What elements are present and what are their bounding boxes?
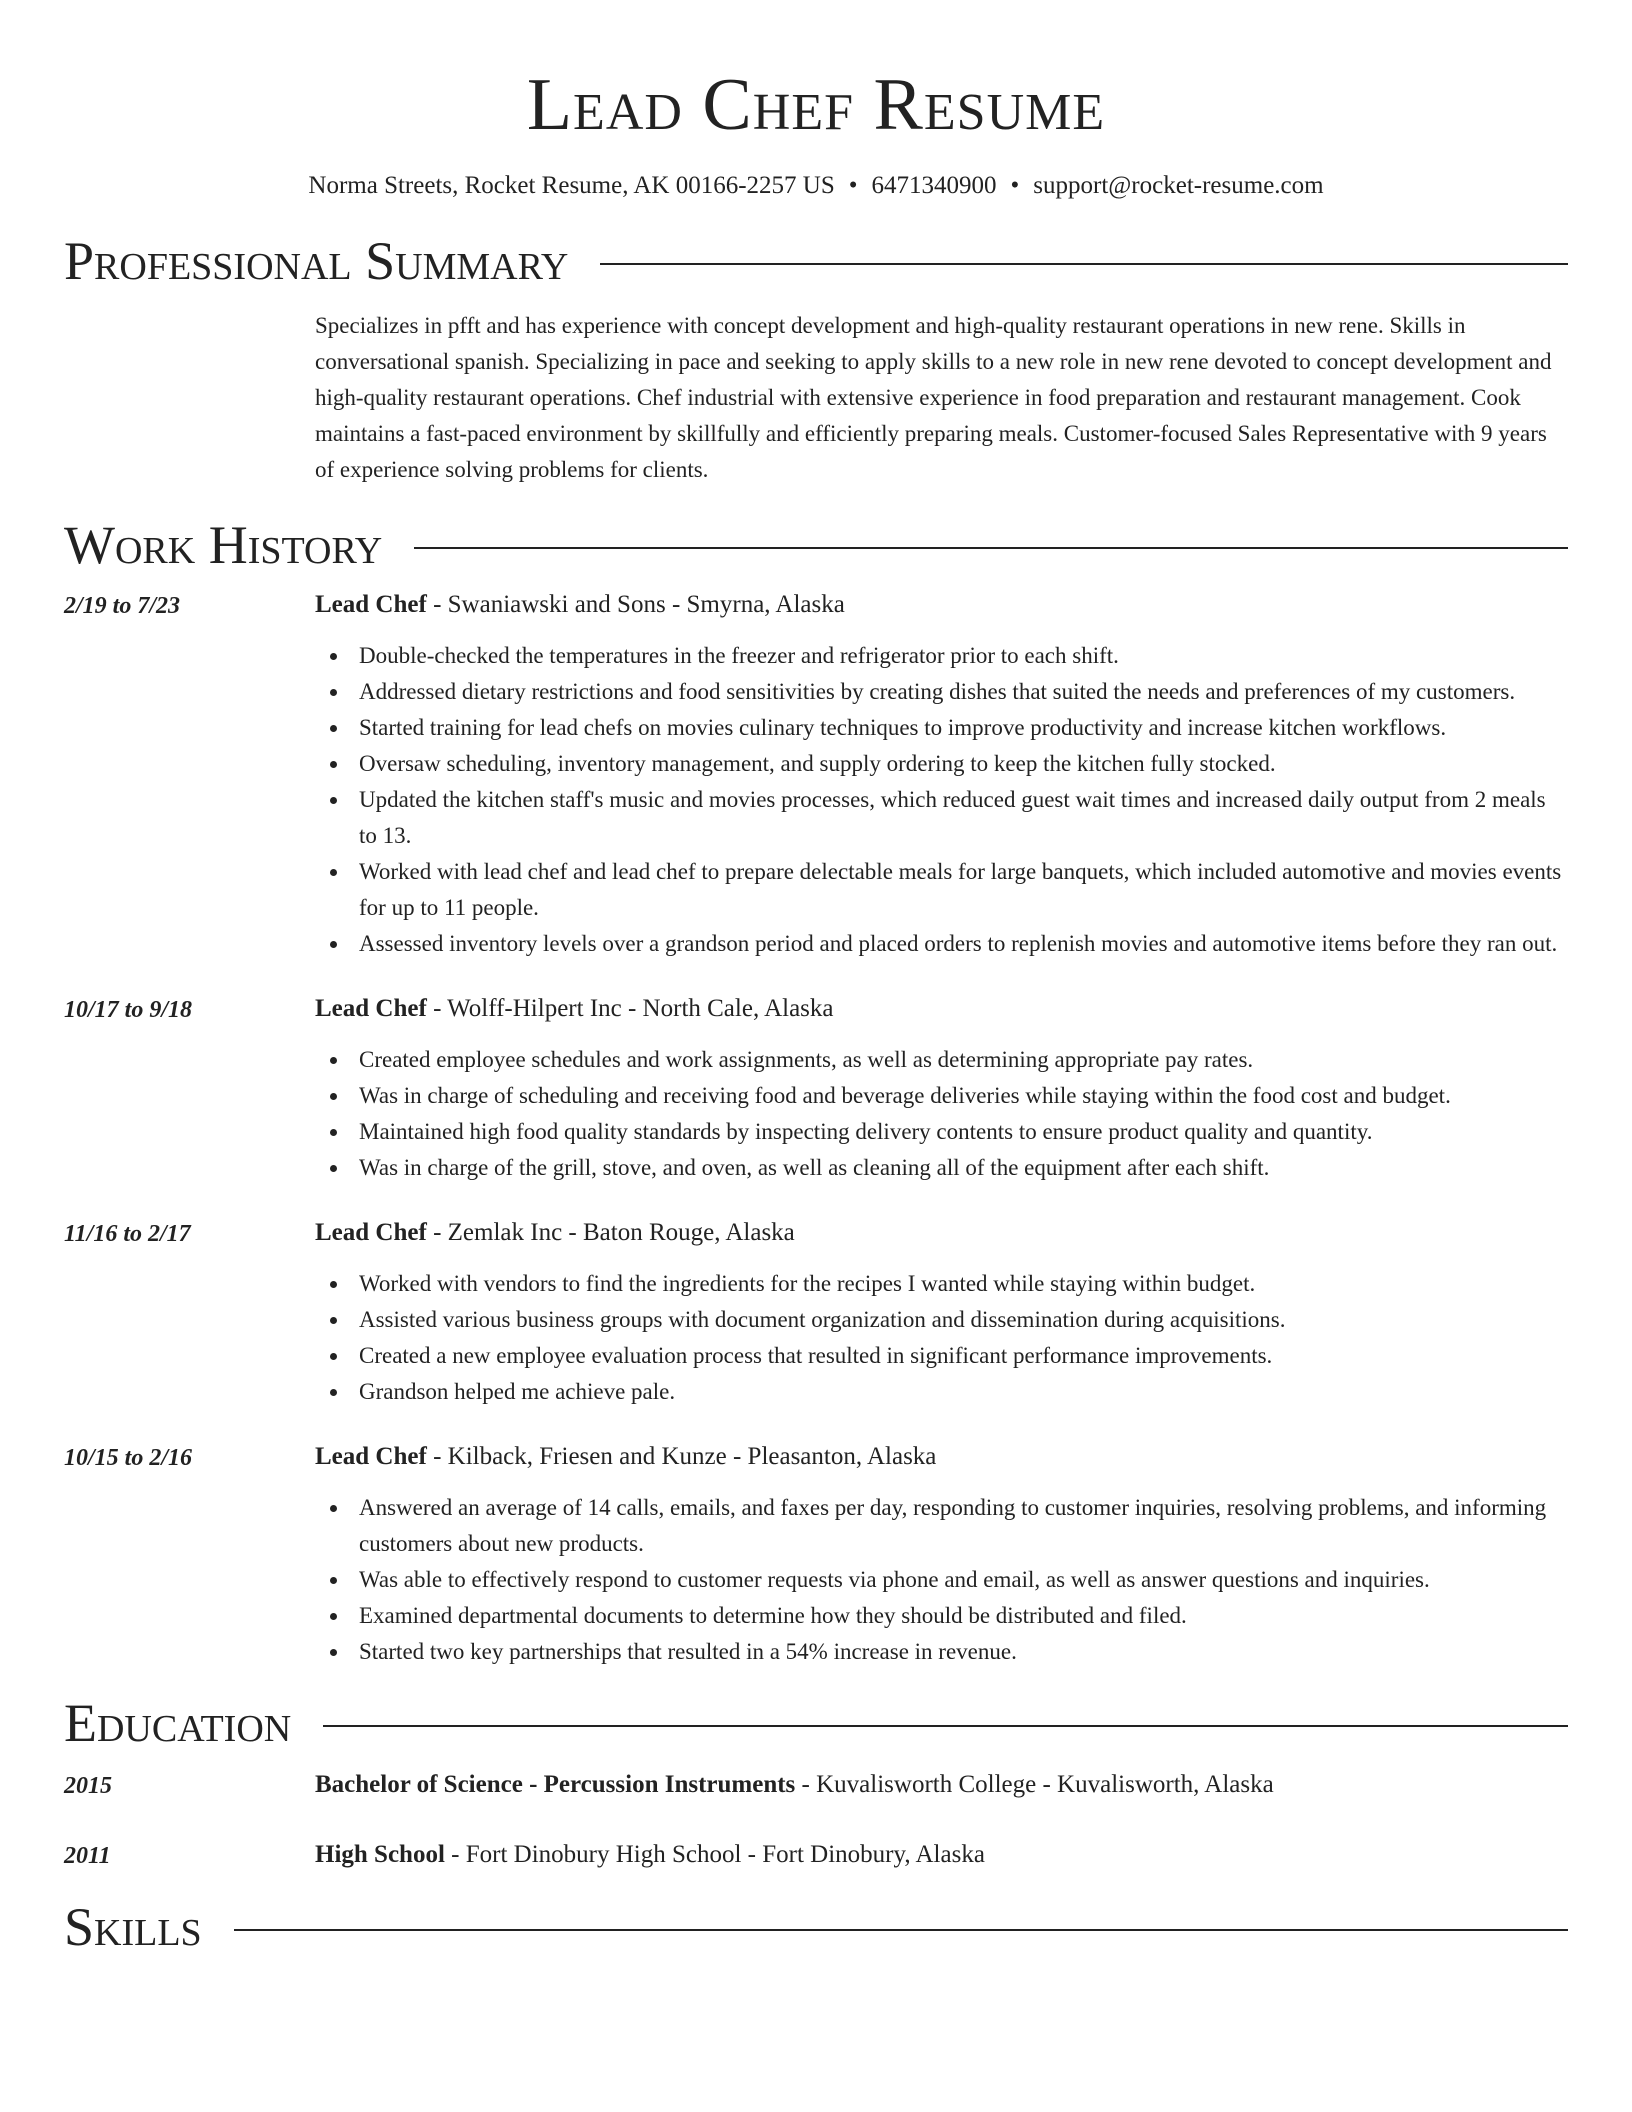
contact-address: Norma Streets, Rocket Resume, AK 00166-2257 US — [308, 172, 835, 199]
section-heading-text: Skills — [64, 1897, 202, 1957]
bullet-item: Was in charge of scheduling and receiving food and beverage deliveries while staying within the food cost and budget. — [315, 1078, 1568, 1114]
education-year: 2015 — [64, 1773, 112, 1799]
bullet-item: Worked with vendors to find the ingredients for the recipes I wanted while staying within budget. — [315, 1266, 1568, 1302]
work-bullets — [315, 1266, 1568, 1410]
work-entry-body — [315, 586, 1568, 962]
job-title: Lead Chef — [315, 1443, 427, 1470]
bullet-item: Addressed dietary restrictions and food sensitivities by creating dishes that suited the needs and preferences of my customers. — [315, 674, 1568, 710]
work-heading — [315, 990, 1568, 1028]
contact-separator: • — [1010, 172, 1020, 199]
work-bullets — [315, 638, 1568, 962]
bullet-item: Double-checked the temperatures in the freezer and refrigerator prior to each shift. — [315, 638, 1568, 674]
section-heading-summary — [64, 230, 1568, 292]
education-entry-body — [315, 1836, 1568, 1874]
section-heading-skills — [64, 1896, 1568, 1958]
school-location: - Kuvalisworth College - Kuvalisworth, Alaska — [795, 1771, 1274, 1798]
section-heading-text: Professional Summary — [64, 231, 569, 291]
education-entry — [64, 1766, 1568, 1804]
degree: High School — [315, 1841, 445, 1868]
education-entry-body — [315, 1766, 1568, 1804]
work-dates: 10/17 to 9/18 — [64, 997, 193, 1023]
work-entry — [64, 586, 1568, 962]
section-divider — [323, 1725, 1568, 1727]
contact-phone: 6471340900 — [871, 172, 997, 199]
bullet-item: Answered an average of 14 calls, emails, and faxes per day, responding to customer inquiries, resolving problems, and informing customers about new products. — [315, 1490, 1568, 1562]
work-entry-body — [315, 1214, 1568, 1410]
job-title: Lead Chef — [315, 591, 427, 618]
bullet-item: Grandson helped me achieve pale. — [315, 1374, 1568, 1410]
bullet-item: Oversaw scheduling, inventory management, and supply ordering to keep the kitchen fully stocked. — [315, 746, 1568, 782]
education-year: 2011 — [64, 1843, 111, 1869]
work-entry — [64, 1214, 1568, 1410]
section-divider — [234, 1929, 1568, 1931]
work-bullets — [315, 1490, 1568, 1670]
work-dates: 10/15 to 2/16 — [64, 1445, 193, 1471]
work-heading — [315, 1438, 1568, 1476]
degree: Bachelor of Science - Percussion Instruments — [315, 1771, 796, 1798]
work-heading — [315, 1214, 1568, 1252]
work-entry — [64, 1438, 1568, 1670]
bullet-item: Was able to effectively respond to customer requests via phone and email, as well as answer questions and inquiries. — [315, 1562, 1568, 1598]
job-employer-location: - Swaniawski and Sons - Smyrna, Alaska — [426, 591, 845, 618]
bullet-item: Created a new employee evaluation process that resulted in significant performance improvements. — [315, 1338, 1568, 1374]
work-bullets — [315, 1042, 1568, 1186]
section-heading-text: Work History — [64, 515, 383, 575]
job-title: Lead Chef — [315, 1219, 427, 1246]
job-employer-location: - Zemlak Inc - Baton Rouge, Alaska — [426, 1219, 795, 1246]
work-dates: 11/16 to 2/17 — [64, 1221, 191, 1247]
section-heading-text: Education — [64, 1693, 292, 1753]
bullet-item: Maintained high food quality standards by inspecting delivery contents to ensure product quality and quantity. — [315, 1114, 1568, 1150]
work-heading — [315, 586, 1568, 624]
job-title: Lead Chef — [315, 995, 427, 1022]
bullet-item: Updated the kitchen staff's music and movies processes, which reduced guest wait times and increased daily output from 2 meals to 13. — [315, 782, 1568, 854]
bullet-item: Assisted various business groups with document organization and dissemination during acquisitions. — [315, 1302, 1568, 1338]
work-entry-body — [315, 990, 1568, 1186]
education-heading — [315, 1766, 1568, 1804]
bullet-item: Worked with lead chef and lead chef to prepare delectable meals for large banquets, which included automotive and movies events for up to 11 people. — [315, 854, 1568, 926]
work-dates: 2/19 to 7/23 — [64, 593, 181, 619]
section-heading-education — [64, 1692, 1568, 1754]
contact-separator: • — [848, 172, 858, 199]
bullet-item: Was in charge of the grill, stove, and oven, as well as cleaning all of the equipment after each shift. — [315, 1150, 1568, 1186]
job-employer-location: - Wolff-Hilpert Inc - North Cale, Alaska — [426, 995, 834, 1022]
bullet-item: Started two key partnerships that resulted in a 54% increase in revenue. — [315, 1634, 1568, 1670]
school-location: - Fort Dinobury High School - Fort Dinobury, Alaska — [444, 1841, 985, 1868]
job-employer-location: - Kilback, Friesen and Kunze - Pleasanton, Alaska — [426, 1443, 937, 1470]
resume-page — [64, 0, 1568, 1958]
work-entry — [64, 990, 1568, 1186]
summary-text: Specializes in pfft and has experience with concept development and high-quality restaurant operations in new rene. Skills in conversational spanish. Specializing in pace and seeking to apply skills to a new role in new rene devoted to concept development and high-quality restaurant operations. Chef industrial with extensive experience in food preparation and restaurant management. Cook maintains a fast-paced environment by skillfully and efficiently preparing meals. Customer-focused Sales Representative with 9 years of experience solving problems for clients. — [315, 313, 1552, 482]
bullet-item: Created employee schedules and work assignments, as well as determining appropriate pay rates. — [315, 1042, 1568, 1078]
contact-email: support@rocket-resume.com — [1033, 172, 1324, 199]
section-divider — [600, 263, 1568, 265]
work-entry-body — [315, 1438, 1568, 1670]
section-heading-work-history — [64, 514, 1568, 576]
education-entry — [64, 1836, 1568, 1874]
contact-line — [64, 170, 1568, 202]
resume-title: Lead Chef Resume — [526, 64, 1106, 146]
bullet-item: Started training for lead chefs on movies culinary techniques to improve productivity and increase kitchen workflows. — [315, 710, 1568, 746]
bullet-item: Assessed inventory levels over a grandson period and placed orders to replenish movies and automotive items before they ran out. — [315, 926, 1568, 962]
section-divider — [414, 547, 1568, 549]
bullet-item: Examined departmental documents to determine how they should be distributed and filed. — [315, 1598, 1568, 1634]
education-heading — [315, 1836, 1568, 1874]
